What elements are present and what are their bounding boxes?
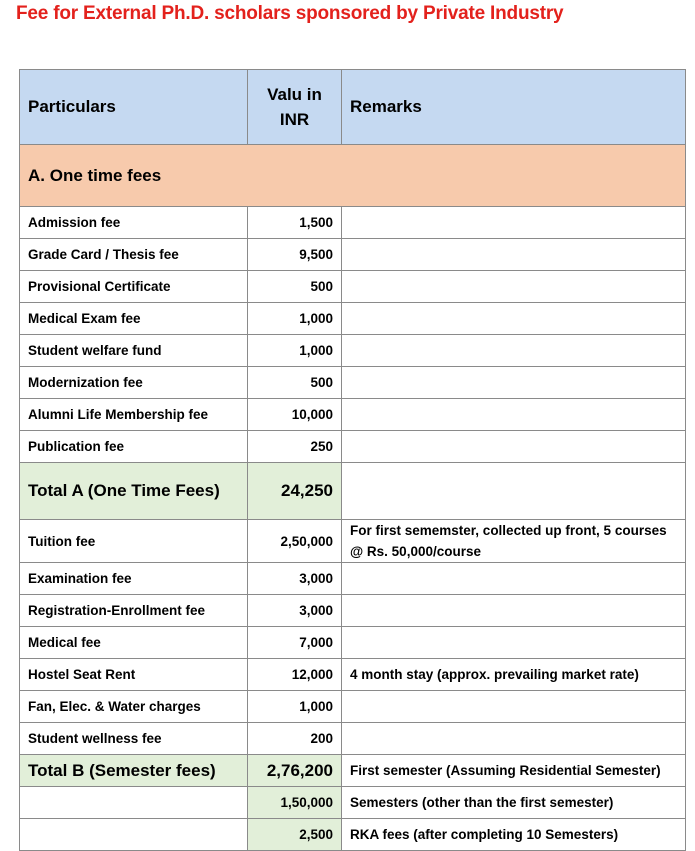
remark-cell: [342, 723, 686, 755]
section-a-heading: A. One time fees: [20, 145, 686, 207]
remark-cell: [342, 367, 686, 399]
total-a-value: 24,250: [248, 463, 342, 520]
value-cell: 500: [248, 367, 342, 399]
remark-cell: 4 month stay (approx. prevailing market rate): [342, 659, 686, 691]
remark-cell: [342, 399, 686, 431]
table-row: [20, 431, 686, 463]
table-row: [20, 595, 686, 627]
value-cell: 1,000: [248, 335, 342, 367]
table-row: [20, 819, 686, 851]
value-cell: 2,50,000: [248, 520, 342, 563]
table-row: [20, 399, 686, 431]
value-cell: 200: [248, 723, 342, 755]
remark-cell: [342, 691, 686, 723]
particular-cell: Provisional Certificate: [20, 271, 248, 303]
remark-cell: [342, 207, 686, 239]
table-row: [20, 659, 686, 691]
table-row: [20, 271, 686, 303]
remark-cell: [342, 627, 686, 659]
value-cell: 1,50,000: [248, 787, 342, 819]
particular-cell: Alumni Life Membership fee: [20, 399, 248, 431]
header-value: [248, 70, 342, 145]
value-cell: 250: [248, 431, 342, 463]
header-remarks: Remarks: [342, 70, 686, 145]
table-row: [20, 239, 686, 271]
value-cell: 2,500: [248, 819, 342, 851]
remark-cell: [342, 595, 686, 627]
table-row: [20, 335, 686, 367]
particular-cell: Admission fee: [20, 207, 248, 239]
table-row: [20, 563, 686, 595]
table-row: [20, 367, 686, 399]
value-cell: 10,000: [248, 399, 342, 431]
total-a-row: [20, 463, 686, 520]
table-row: [20, 691, 686, 723]
value-cell: 1,000: [248, 691, 342, 723]
remark-cell: [342, 303, 686, 335]
value-cell: 12,000: [248, 659, 342, 691]
section-a-row: [20, 145, 686, 207]
header-value-line1: Valu in: [267, 85, 322, 104]
total-a-label: Total A (One Time Fees): [20, 463, 248, 520]
remark-cell: [342, 335, 686, 367]
value-cell: 500: [248, 271, 342, 303]
value-cell: 1,000: [248, 303, 342, 335]
page-title: Fee for External Ph.D. scholars sponsored by Private Industry: [16, 3, 564, 24]
table-row: [20, 627, 686, 659]
remark-cell: RKA fees (after completing 10 Semesters): [342, 819, 686, 851]
particular-cell: Publication fee: [20, 431, 248, 463]
particular-cell: Hostel Seat Rent: [20, 659, 248, 691]
fee-table: [19, 69, 686, 851]
value-cell: 3,000: [248, 595, 342, 627]
total-a-remark: [342, 463, 686, 520]
total-b-value: 2,76,200: [248, 755, 342, 787]
table-row: [20, 520, 686, 563]
table-row: [20, 303, 686, 335]
remark-cell: [342, 431, 686, 463]
particular-cell: Medical fee: [20, 627, 248, 659]
value-cell: 1,500: [248, 207, 342, 239]
table-header-row: [20, 70, 686, 145]
particular-cell: Medical Exam fee: [20, 303, 248, 335]
table-row: [20, 207, 686, 239]
value-cell: 7,000: [248, 627, 342, 659]
value-cell: 3,000: [248, 563, 342, 595]
header-value-line2: INR: [279, 110, 310, 129]
value-cell: 9,500: [248, 239, 342, 271]
table-row: [20, 723, 686, 755]
total-b-label: Total B (Semester fees): [20, 755, 248, 787]
particular-cell: Registration-Enrollment fee: [20, 595, 248, 627]
particular-cell: Fan, Elec. & Water charges: [20, 691, 248, 723]
particular-cell: [20, 819, 248, 851]
remark-cell: [342, 563, 686, 595]
header-particulars: Particulars: [20, 70, 248, 145]
particular-cell: Grade Card / Thesis fee: [20, 239, 248, 271]
remark-cell: [342, 239, 686, 271]
particular-cell: Tuition fee: [20, 520, 248, 563]
table-row: [20, 787, 686, 819]
particular-cell: Modernization fee: [20, 367, 248, 399]
remark-cell: [342, 271, 686, 303]
remark-cell: Semesters (other than the first semester): [342, 787, 686, 819]
total-b-row: [20, 755, 686, 787]
particular-cell: Examination fee: [20, 563, 248, 595]
remark-cell: For first sememster, collected up front, 5 courses @ Rs. 50,000/course: [342, 520, 686, 563]
particular-cell: Student welfare fund: [20, 335, 248, 367]
particular-cell: Student wellness fee: [20, 723, 248, 755]
particular-cell: [20, 787, 248, 819]
total-b-remark: First semester (Assuming Residential Semester): [342, 755, 686, 787]
